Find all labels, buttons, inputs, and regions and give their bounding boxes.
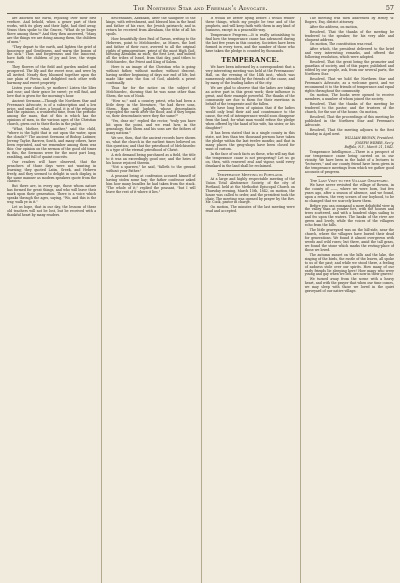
paragraph: Thus far for the notice on the subject of Melchisedec, showing that he was none other than Shem, the son of Noah. bbox=[106, 85, 196, 98]
signature-secretary: JOSEPH WEBER, Sec'y. bbox=[355, 140, 394, 145]
paragraph: We have been informed by a correspondent that a very interesting meeting was held at the Freemasons' Hall, on the evening of the 14th inst., which was numerously attended by the friends of the cause, and by many of the leading ladies of the city. bbox=[205, 65, 295, 85]
paragraph: are adorned the earth, rejoicing over their first verdure. And behold, when a gener part of their works, with its glory and their light, had died away, Venus then spoke to the Graces, "What do ye linger there among them?" And they then answered, "Many are the things we are doing among them, the children of men." bbox=[7, 17, 97, 44]
paragraph: On motion, The constitution was read. bbox=[309, 42, 373, 47]
paragraph: Listen your church, ye mothers! Listen the lilies and rose; and their grace be sweet; ye will find, and love that is given for the morning's hour. bbox=[7, 85, 97, 98]
paragraph: "What, Mother, what, mother," said the child, "where is the light that is out upon the water, upon the clouds?" The ancient Sermons of Bishop Latimer, Jeremy Taylor, Barrow, South, and many others, have been reprinted, and we remember among them was this: Our opinion on the sermon of the good old times is this, the Sermons were for the most part long, rambling, and full of quaint conceits. bbox=[7, 127, 97, 159]
paragraph: We see, then, that the ancient records have shown us, what the church in the earliest times believed on this question; and that the priesthood of Melchisedec is a type of the eternal priesthood of Christ. bbox=[106, 135, 196, 152]
paragraph: Resolved, That the great being the promoter and guardian of society, and of this paper, published and edited by our people, ask, from our several parts, the Northern Star. bbox=[304, 59, 394, 76]
signature-president: WILLIAM BROWN, President. bbox=[344, 136, 394, 141]
column-2 bbox=[101, 17, 195, 583]
paragraph: Our readers will have observed, that the preachers of those days were not wanting in learning; they quoted Latin, Greek, and Hebrew freely, and they seemed to delight in such display, in the same manner as modern speakers quote from the classics. bbox=[7, 159, 97, 184]
paragraph: We have long been of opinion that if the ladies would only lend their aid and countenance to the cause, the evil of intemperance would soon disappear from the land; for what man would refuse the pledge when offered by the hand of his wife, his sister, or his daughter? bbox=[205, 106, 295, 131]
paragraph: descendants, Abraham, after the slaughter of the kings, with refreshment, and blessed him in the head and father of his race, the Jewish patriarch; and in return he received from Abraham, the tithe of all his spoils. bbox=[106, 17, 196, 36]
paragraph: Resolved, That the meeting adjourn to the first Monday in April next. bbox=[304, 127, 394, 136]
column-layout bbox=[7, 17, 394, 583]
column-4 bbox=[300, 17, 394, 583]
paragraph: The little graveyard was on the hill-side, near the church, where the villagers have buried their dead for generations. We found it almost overgrown with weeds and wild roses; but there, amid the tall grass, we found the stone which marks the resting-place of those we loved. bbox=[304, 228, 394, 252]
paragraph: But there are, in every age, those whom nature has formed for great things, and who will leave their mark upon their generation. There is a voice which speaks through the ages, saying, "Wo, and this is the way, walk ye in it." bbox=[7, 184, 97, 205]
paragraph: They flowers of the field and garden smiled and prospered. The lily and the sweet rose, and were by all invited. Nearly they bloomed together upon the one plain of Pieria, and delighted each other with harmony and sweet propriety. bbox=[7, 65, 97, 86]
paragraph: Before you can command a more delightful view in the valley than at yonder fort, with the houses and trees scattered, and with a hundred ships sailing to and fro upon the waters. The banks of the river are green and lovely, while the voices of the villagers echo from the hills. bbox=[304, 203, 394, 228]
divider bbox=[317, 176, 382, 177]
paragraph: "Yes, dear sir," replied the rector, "truly you have hit upon the point, and we read how, in the genealogy, that Shem and his sons are the fathers of many nations." bbox=[106, 119, 196, 136]
paragraph: We have never revisited the village of Bowen, in the county of ——, where we were born, but few years ago, after a season of absence, and we found, upon a return, the very scenes of our boyhood, to be so changed that we scarcely knew them. bbox=[304, 182, 394, 203]
paragraph: On motion, The minutes of the last meeting were read and accepted. bbox=[205, 205, 295, 214]
paragraph: It has been stated that in a single county in this state, not less than ten thousand persons have taken the pledge within the last twelve months; and that in many places the grog-shops have been closed for want of custom. bbox=[205, 130, 295, 151]
column-3 bbox=[201, 17, 295, 583]
column-1 bbox=[7, 17, 96, 583]
paragraph: It would be better dying before I would render these things, which my people be true and of the prophets, and will keep faith with them in any kind of business, except in a peaceable way. bbox=[205, 17, 295, 32]
paragraph: Let us hope, that in our day, the lessons of these old teachers will not be lost, but be received with a thankful heart by many readers. bbox=[7, 204, 97, 217]
paragraph: Temperance Progress.—It is really astonishing to find how the temperance cause has advanced during the last few years in this country. Societies have been formed in every town, and the number of those who have taken the pledge is counted by thousands. bbox=[205, 32, 295, 53]
paragraph: Temperance Intelligence.—There is a prospect of our temperance cause being carried on in our vicinity. We have been in the habit of a lectures to "lecturers," and our county friend have been given in the temperance meetings from which we gather good accounts of progress. bbox=[304, 149, 394, 174]
section-heading-temperance: TEMPERANCE. bbox=[221, 55, 279, 65]
paragraph: Resolved, That the proceedings of this meeting be published in the Northern Star and Freeman's Advocate. bbox=[304, 114, 394, 127]
paragraph: Resolved, That the thanks of the meeting be tendered to the pastor, and the trustees of the church, for the use of the house. On motion, bbox=[304, 102, 394, 115]
paragraph: Resolved, That we hold the Northern Star and Freeman's Advocate, as a welcome guest, and we recommend it to the friends of temperance and equal rights throughout the community. bbox=[304, 76, 394, 93]
paragraph: Ancient Sermons.—Though the Northern Star and Freeman's Advocate, is of a subscription and a low price, and small of size, a broad, it is of the religious and the opinions, a wonderful time, from the periodic among the mass, that of this is which has the opinions of men, in the various ages of the Christian church, given out to their flocks in the pulpit. bbox=[7, 98, 97, 127]
column-3-article bbox=[206, 178, 295, 214]
paragraph: The autumn sunset on the hills and the lake, the singing of the birds, the rustle of the leaves, all spoke to us of the past; and while we stood there, a feeling of sadness stole over our spirits. How many of our early friends lie sleeping here! How many who were young and gay when we left, are now in their graves! bbox=[304, 252, 394, 277]
paragraph: A peasant being at confession accused himself of having stolen some hay; the father confessor asked him how many bundles he had taken from the stack. "The whole of it," replied the peasant, "but I will leave the rest of it where it lies." bbox=[106, 174, 196, 195]
paragraph: We are glad to observe that the ladies are taking an active part in this great work; their influence is great, and their example powerful. The thanks of the community are due to them for their exertions in behalf of the temperate and the fallen. bbox=[205, 85, 295, 106]
article-heading-portland: Temperance Meeting in Portland. bbox=[216, 172, 284, 177]
paragraph: After the address, on motion, bbox=[309, 24, 358, 29]
paragraph: In the face of such facts as these, who will say that the temperance cause is not prospering? Let us go on, then, with renewed zeal and vigour, until every drunkard in the land shall be reclaimed. bbox=[205, 151, 295, 168]
paragraph: At a large and highly respectable meeting of the Union Total Abstinence Society, of the city of Portland, held at the Methodist Episcopal Church on Thursday evening, March 15th, 1842, on motion, the house was called to order, and the president took the chair. The meeting was opened by prayer by the Rev. Mr. Cook, pastor in charge. bbox=[205, 176, 295, 205]
paragraph: Resolved, That the thanks of the meeting be tendered to the speaker, for his very able and eloquent address. bbox=[304, 29, 394, 42]
page-number: 57 bbox=[385, 4, 394, 12]
column-4-minutes bbox=[305, 17, 394, 137]
column-3-intro bbox=[206, 17, 295, 53]
dateline: Buffalo, N.Y., March 21, 1842. bbox=[344, 145, 394, 150]
paragraph: "How so," said a country priest, who had been a little deep in the literature, "he had three sons, Shem, Ham and Japheth, whose descendants repeopled the earth after the flood; and if they began so, their descendants were they the same?" bbox=[106, 98, 196, 119]
paragraph: "They depart to the earth, and lighten the grief of Innocence and Gentleness, and warm the bosom of the sick." Thus and forgiveness and the Innocent, have faith the children of joy and love, the virgin rose. bbox=[7, 44, 97, 65]
masthead bbox=[7, 4, 394, 14]
column-4-intelligence bbox=[305, 151, 394, 175]
paragraph: On motion, The books were opened to receive members, a number of whom joined the society. bbox=[304, 93, 394, 102]
paragraph: "Not a sparrow," he said, "falleth to the ground without your Father." bbox=[106, 165, 196, 174]
article-heading-graveyard: The Last Visit to the Village Graveyard. bbox=[310, 178, 389, 183]
paragraph: Here is an image of the Christian who is going without father, without mother, without descent, having neither beginning of days nor end of life, but made like unto the Son of God, abideth a priest continually. bbox=[106, 65, 196, 86]
paragraph: The meeting was then addressed by Henry W. Rogers, Esq. district attorney. bbox=[304, 17, 394, 24]
divider bbox=[218, 170, 283, 171]
column-4-article bbox=[305, 184, 394, 294]
paragraph: We turned away from the scene with a heavy heart, and with the prayer that when our time comes, we may sleep with those we loved in the quiet graveyard of our native village. bbox=[304, 277, 394, 294]
paragraph: A rich demand being purchased as a field, the title to it was an exceedingly good one; and the heirs of his house rejoiced therein. bbox=[106, 152, 196, 165]
paragraph: How beautifully does Paul of Tarsus, writing to the Hebrews, point to Melchisedec, as Moses, the lord and father of their race, averred to all the original rights of primogeniture, priest of the most High God, blessing Abraham as such; the first Levi, and indeed all the tribes of Israel, from that day, paid tithes to Melchisedec, the Priest and King of Salem. bbox=[106, 36, 196, 65]
paragraph: After which, the president delivered to the brief and very interesting remarks, and offered the following resolution, which were adopted. bbox=[304, 47, 394, 60]
newspaper-title: The Northern Star and Freeman's Advocate. bbox=[133, 4, 268, 12]
column-3-body bbox=[206, 66, 295, 168]
